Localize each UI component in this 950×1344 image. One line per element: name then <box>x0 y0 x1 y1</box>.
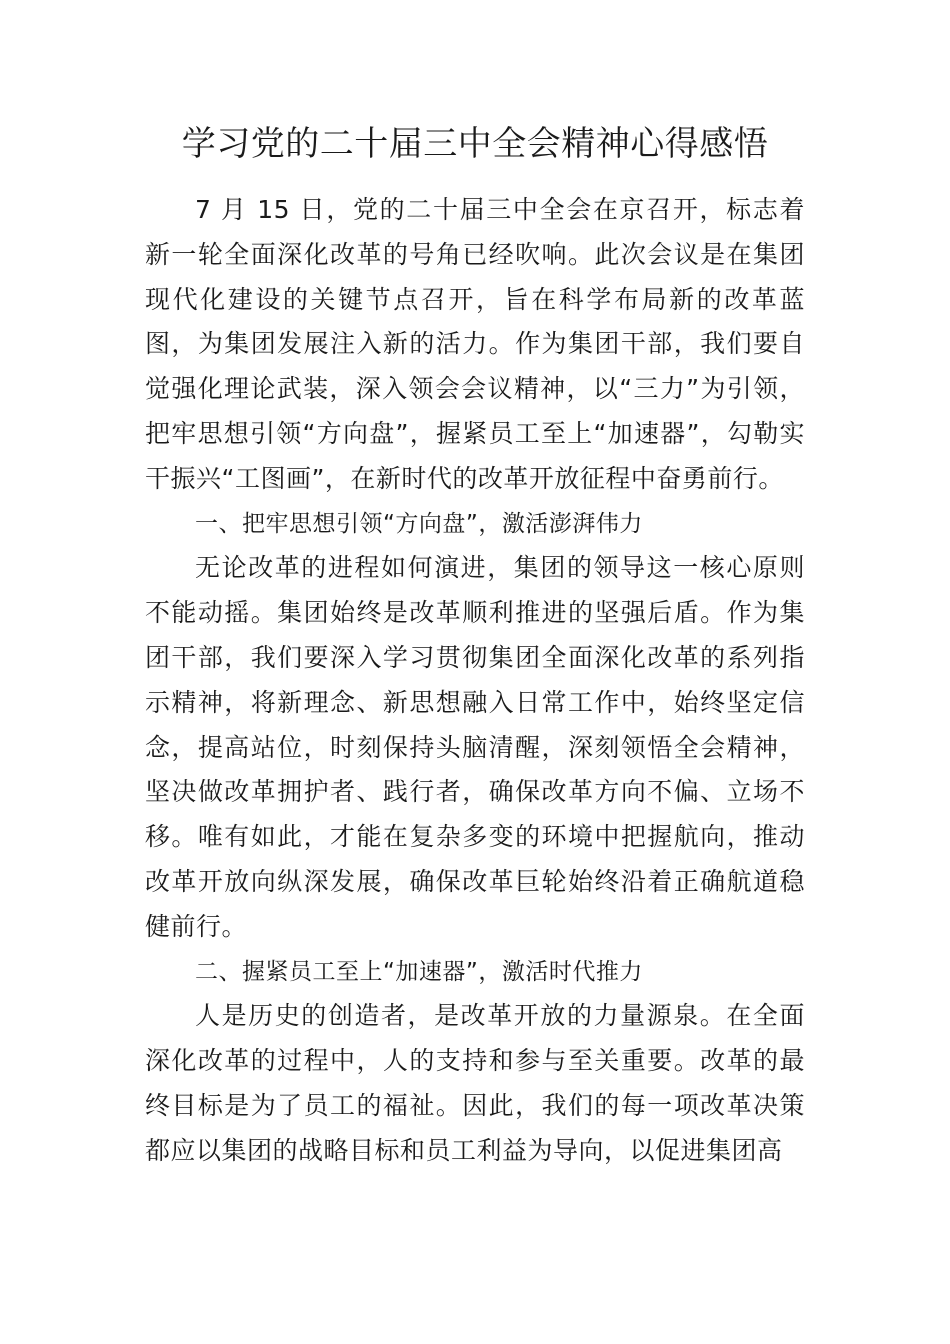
paragraph-section-1: 无论改革的进程如何演进，集团的领导这一核心原则不能动摇。集团始终是改革顺利推进的坚强后盾。作为集团干部，我们要深入学习贯彻集团全面深化改革的系列指示精神，将新理念、新思想融入日常工作中，始终坚定信念，提高站位，时刻保持头脑清醒，深刻领悟全会精神，坚决做改革拥护者、践行者，确保改革方向不偏、立场不移。唯有如此，才能在复杂多变的环境中把握航向，推动改革开放向纵深发展，确保改革巨轮始终沿着正确航道稳健前行。 <box>145 553 805 941</box>
section-heading-2: 二、握紧员工至上“加速器”，激活时代推力 <box>195 958 643 985</box>
section-heading-1: 一、把牢思想引领“方向盘”，激活澎湃伟力 <box>195 510 643 537</box>
paragraph-intro: 7 月 15 日，党的二十届三中全会在京召开，标志着新一轮全面深化改革的号角已经吹响。此次会议是在集团现代化建设的关键节点召开，旨在科学布局新的改革蓝图，为集团发展注入新的活力。作为集团干部，我们要自觉强化理论武装，深入领会会议精神，以“三力”为引领，把牢思想引领“方向盘”，握紧员工至上“加速器”，勾勒实干振兴“工图画”，在新时代的改革开放征程中奋勇前行。 <box>145 195 805 493</box>
paragraph-section-2: 人是历史的创造者，是改革开放的力量源泉。在全面深化改革的过程中，人的支持和参与至关重要。改革的最终目标是为了员工的福祉。因此，我们的每一项改革决策都应以集团的战略目标和员工利益为导向，以促进集团高 <box>145 1001 805 1165</box>
document-body <box>145 188 805 1174</box>
document-title: 学习党的二十届三中全会精神心得感悟 <box>181 124 769 164</box>
